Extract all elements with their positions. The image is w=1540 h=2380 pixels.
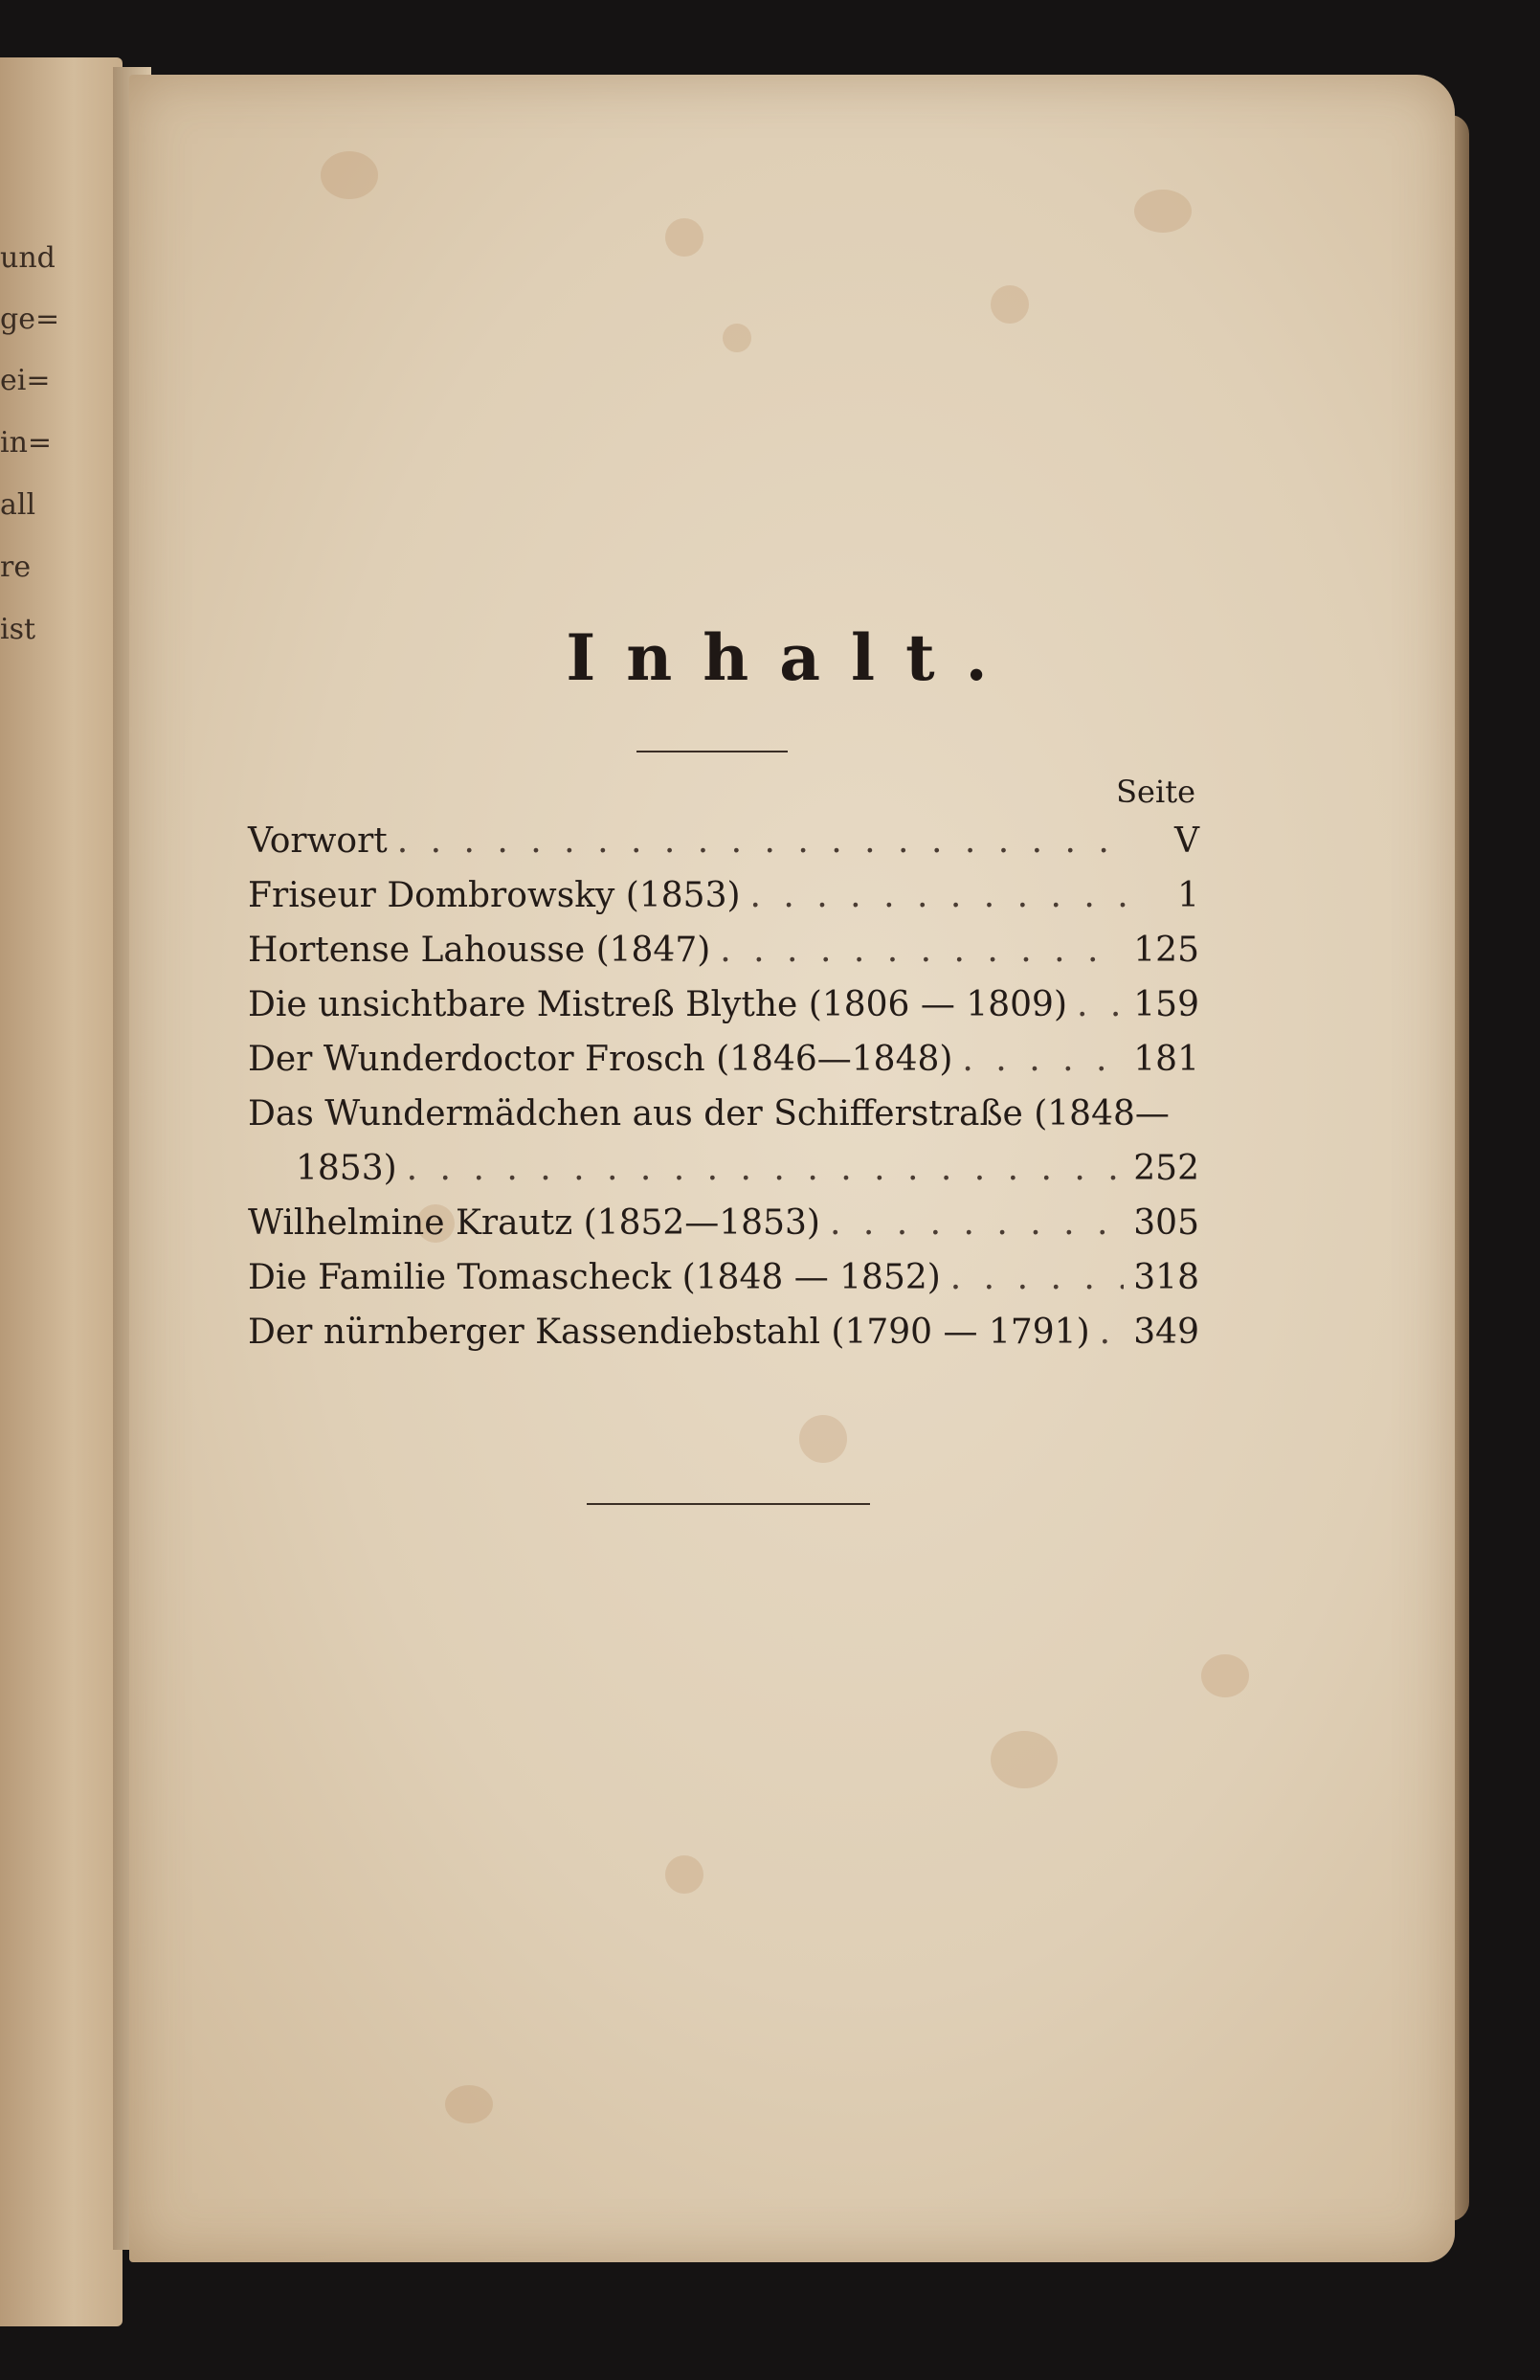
- toc-entry-title: Hortense Lahousse (1847): [248, 931, 711, 970]
- toc-entry-page: 252: [1133, 1149, 1199, 1188]
- toc-entry-page: 1: [1177, 876, 1199, 915]
- toc-entry: [248, 923, 1199, 977]
- toc-entry: [248, 1141, 1199, 1196]
- left-page-edge: [0, 57, 123, 2326]
- toc-entry: [248, 1196, 1199, 1250]
- foxing-spot: [321, 151, 378, 199]
- leader-dots: [1100, 1305, 1125, 1359]
- left-page-fragment: und: [0, 241, 56, 275]
- table-of-contents: [248, 774, 1199, 1359]
- leader-dots: [750, 868, 1132, 923]
- title-rule: [636, 751, 788, 752]
- toc-entry-page: 318: [1133, 1258, 1199, 1297]
- leader-dots: [720, 923, 1124, 977]
- toc-entry-page: 305: [1133, 1203, 1199, 1243]
- toc-entry-page: 349: [1133, 1313, 1199, 1352]
- foxing-spot: [445, 2085, 493, 2123]
- toc-entry: [248, 1032, 1199, 1087]
- left-page-fragment: ge=: [0, 303, 60, 336]
- toc-entry-title: Vorwort: [248, 821, 388, 861]
- foxing-spot: [1201, 1654, 1249, 1697]
- left-page-fragment: ist: [0, 613, 36, 646]
- page-title: Inhalt.: [566, 620, 1018, 695]
- leader-dots: [407, 1141, 1125, 1196]
- foxing-spot: [723, 324, 751, 352]
- foxing-spot: [991, 1731, 1058, 1788]
- left-page-fragment: all: [0, 488, 36, 522]
- left-page-fragment: re: [0, 550, 32, 584]
- toc-entry: [248, 977, 1199, 1032]
- foxing-spot: [799, 1415, 847, 1463]
- foxing-spot: [1134, 190, 1192, 233]
- toc-entry-title: Die Familie Tomascheck (1848 — 1852): [248, 1258, 941, 1297]
- toc-entry: [248, 868, 1199, 923]
- foxing-spot: [665, 1855, 703, 1894]
- toc-entry-page: V: [1174, 821, 1199, 861]
- toc-entry-page: 125: [1133, 931, 1199, 970]
- leader-dots: [830, 1196, 1124, 1250]
- toc-entry-title: Das Wundermädchen aus der Schifferstraße (1848—: [248, 1094, 1170, 1134]
- foxing-spot: [665, 218, 703, 257]
- toc-entry-title: Die unsichtbare Mistreß Blythe (1806 — 1809): [248, 985, 1068, 1024]
- toc-entry: [248, 1250, 1199, 1305]
- book-page: [129, 75, 1455, 2262]
- toc-entry-title: Der Wunderdoctor Frosch (1846—1848): [248, 1040, 953, 1079]
- leader-dots: [950, 1250, 1124, 1305]
- toc-entry-page: 181: [1133, 1040, 1199, 1079]
- toc-entry: [248, 1305, 1199, 1359]
- toc-entry: [248, 814, 1199, 868]
- left-page-fragment: in=: [0, 426, 53, 460]
- toc-entry-title: Wilhelmine Krautz (1852—1853): [248, 1203, 820, 1243]
- toc-entry-title: Der nürnberger Kassendiebstahl (1790 — 1791): [248, 1313, 1090, 1352]
- leader-dots: [397, 814, 1132, 868]
- leader-dots: [1077, 977, 1124, 1032]
- end-rule: [587, 1503, 870, 1505]
- toc-entry-title: Friseur Dombrowsky (1853): [248, 876, 741, 915]
- column-header: Seite: [1116, 774, 1195, 810]
- foxing-spot: [991, 285, 1029, 324]
- leader-dots: [962, 1032, 1124, 1087]
- toc-entry-title-continued: 1853): [296, 1149, 397, 1188]
- toc-entry-page: 159: [1133, 985, 1199, 1024]
- left-page-fragment: ei=: [0, 364, 51, 397]
